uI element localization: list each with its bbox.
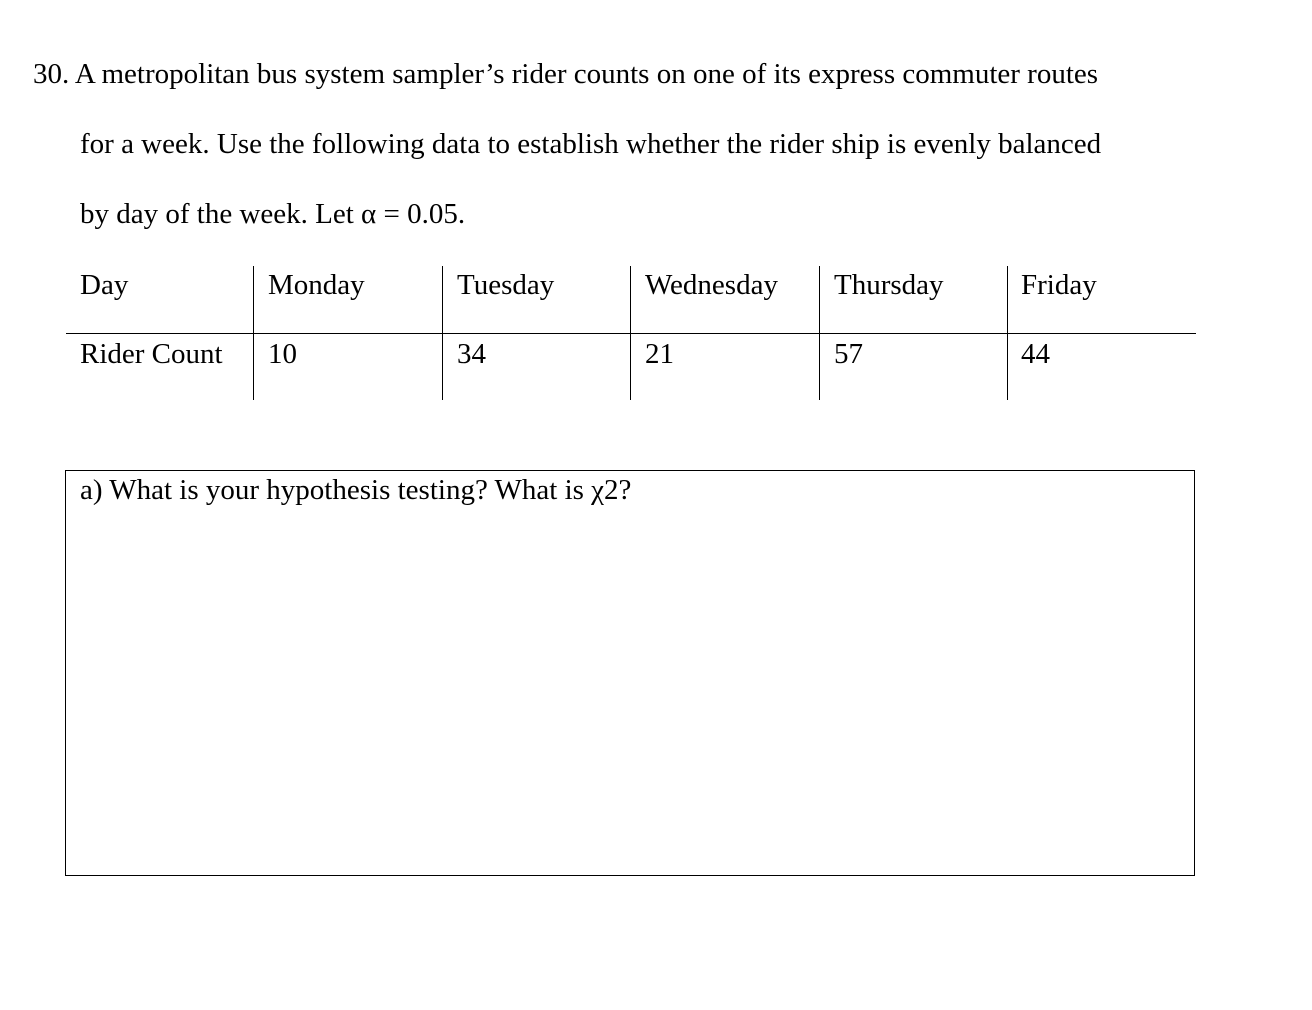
question-line-2: for a week. Use the following data to establish whether the rider ship is evenly balanced	[80, 128, 1102, 160]
table-column-divider	[1007, 266, 1008, 400]
row-header-rider-count: Rider Count	[80, 338, 223, 370]
question-line-3: by day of the week. Let α = 0.05.	[80, 198, 466, 230]
table-cell-day: Thursday	[834, 269, 944, 301]
table-column-divider	[253, 266, 254, 400]
table-column-divider	[630, 266, 631, 400]
table-cell-count: 21	[645, 338, 674, 370]
table-column-divider	[442, 266, 443, 400]
table-row-divider	[66, 333, 1196, 334]
question-line-1: 30. A metropolitan bus system sampler’s rider counts on one of its express commuter routes	[33, 58, 1099, 90]
part-a-prompt: a) What is your hypothesis testing? What is χ2?	[80, 474, 632, 506]
answer-box[interactable]	[65, 470, 1195, 876]
table-cell-day: Friday	[1021, 269, 1097, 301]
table-cell-count: 44	[1021, 338, 1050, 370]
table-cell-day: Monday	[268, 269, 365, 301]
table-column-divider	[819, 266, 820, 400]
table-cell-count: 57	[834, 338, 863, 370]
row-header-day: Day	[80, 269, 129, 301]
table-cell-day: Wednesday	[645, 269, 778, 301]
table-cell-count: 10	[268, 338, 297, 370]
table-cell-day: Tuesday	[457, 269, 555, 301]
table-cell-count: 34	[457, 338, 486, 370]
